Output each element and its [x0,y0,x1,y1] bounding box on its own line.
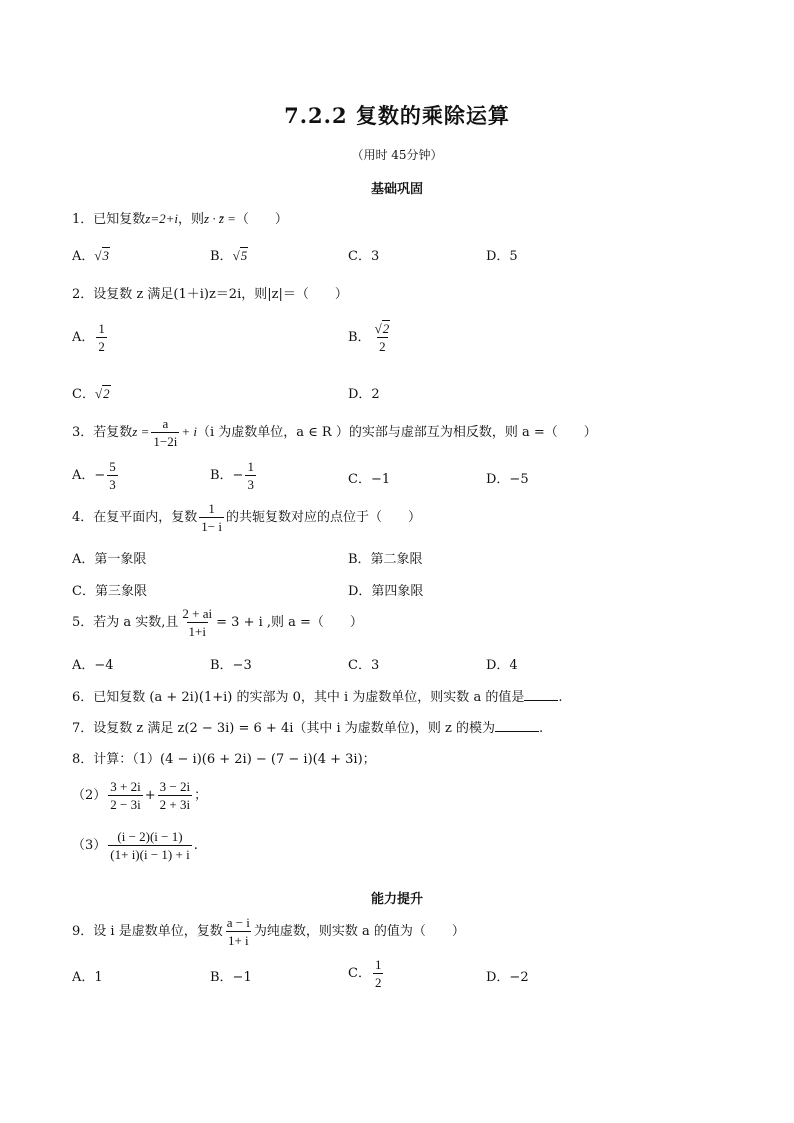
q2-b-rad: 2 [382,321,390,336]
q5-pre: 5．若为 a 实数,且 [72,615,179,630]
q3-b-den: 3 [247,477,254,492]
q9-post: 为纯虚数，则实数 a 的值为（ ） [253,924,465,939]
q9-num: a − i [226,915,250,930]
q6-answer-blank[interactable] [524,689,558,701]
q1-expr: z · z̄ = [204,211,236,226]
q9-option-d[interactable]: D．−2 [486,970,529,985]
q8-p3-end: . [193,838,198,853]
q8-p2-frac1 [108,778,142,813]
question-8: 8．计算：（1）(4 − i)(6 + 2i) − (7 − i)(4 + 3i)； [72,752,376,767]
q9-option-c[interactable] [348,956,385,991]
q4-frac [199,500,224,535]
q2-a-label: A． [72,330,95,345]
q8-p3-num: (i − 2)(i − 1) [117,829,183,844]
q1-a-rad: 3 [102,248,110,263]
q1-option-a[interactable] [72,245,110,264]
q9-frac [225,914,252,949]
q8-p2-plus: + [144,788,156,803]
section-advanced: 能力提升 [370,892,423,907]
q9-pre: 9．设 i 是虚数单位，复数 [72,924,223,939]
q1-a-label: A． [72,249,95,264]
q2-c-sqrt: √2 [94,386,110,401]
page-title: 7.2.2 复数的乘除运算 [284,103,510,128]
q4-option-d[interactable]: D．第四象限 [348,584,424,599]
q5-option-c[interactable]: C．3 [348,658,380,673]
q1-text: 1．已知复数 [72,212,146,227]
q3-a-label: A．− [72,468,106,483]
q8-p3-label: （3） [72,838,107,853]
q1-text2: ，则 [178,212,205,227]
q8-p2-num2: 3 − 2i [159,779,191,794]
q1-b-label: B． [210,249,233,264]
question-1 [72,208,288,227]
time-note: （用时 45分钟） [351,148,443,162]
q7-text: 7．设复数 z 满足 z(2 − 3i) = 6 + 4i（其中 i 为虚数单位)，则 z 的模为 [72,721,495,736]
q3-option-b[interactable] [210,458,258,493]
q2-c-rad: 2 [103,386,110,401]
q5-option-d[interactable]: D．4 [486,658,518,673]
q1-a-sqrt: √3 [94,248,110,263]
q9-c-frac [373,956,384,991]
q9-c-label: C． [348,966,371,981]
q3-b-num: 1 [247,459,254,474]
q3-option-d[interactable]: D．−5 [486,472,529,487]
q4-option-a[interactable]: A．第一象限 [72,552,147,567]
q4-option-c[interactable]: C．第三象限 [72,584,147,599]
question-6 [72,686,562,705]
q5-frac [180,605,214,640]
q8-p3-den: (1+ i)(i − 1) + i [110,847,190,862]
q3-pre: 3．若复数 [72,425,133,440]
q2-c-label: C． [72,387,95,402]
q1-option-d[interactable]: D．5 [486,249,518,264]
q5-option-a[interactable]: A．−4 [72,658,114,673]
q4-den: 1− i [201,519,222,534]
q2-b-label: B． [348,330,371,345]
q7-answer-blank[interactable] [495,720,539,732]
q1-z: z=2+i [145,211,178,226]
q2-a-den: 2 [98,339,105,354]
q2-option-b[interactable] [348,320,394,355]
q3-a-frac [107,458,118,493]
q9-option-a[interactable]: A．1 [72,970,103,985]
q3-frac [151,415,179,450]
question-3 [72,415,597,450]
q8-p2-num1: 3 + 2i [110,779,141,794]
q8-p2-den2: 2 + 3i [159,797,191,812]
question-4 [72,500,421,535]
q8-p2-label: （2） [72,788,107,803]
q2-b-sqrt: √2 [374,321,390,336]
q1-option-b[interactable] [210,245,248,264]
q3-b-frac [245,458,256,493]
question-2: 2．设复数 z 满足(1＋i)z＝2i，则|z|＝（ ） [72,287,348,302]
section-basic: 基础巩固 [370,182,423,197]
q2-a-frac [96,320,107,355]
q3-option-c[interactable]: C．−1 [348,472,391,487]
question-7 [72,717,543,736]
q6-text: 6．已知复数 (a + 2i)(1+i) 的实部为 0，其中 i 为虚数单位，则实数 a 的值是 [72,690,525,705]
q1-paren: （ ） [235,212,288,227]
q8-p2-den1: 2 − 3i [110,797,141,812]
q9-option-b[interactable]: B．−1 [210,970,252,985]
q7-end: . [539,721,544,736]
q9-c-num: 1 [374,957,382,972]
q2-option-c[interactable] [72,383,111,402]
q8-p3-frac [108,828,191,863]
q3-lhs: z = [132,424,150,439]
q5-post: = 3 + i ,则 a =（ ） [216,615,363,630]
q2-option-a[interactable] [72,320,109,355]
q9-c-den: 2 [374,975,382,990]
q8-part-3 [72,828,198,863]
q3-post: （i 为虚数单位，a ∈ R ）的实部与虚部互为相反数，则 a =（ ） [196,425,597,440]
q5-option-b[interactable]: B．−3 [210,658,252,673]
q5-num: 2 + ai [182,606,213,621]
question-5 [72,605,363,640]
q3-a-den: 3 [109,477,116,492]
q4-pre: 4．在复平面内，复数 [72,510,198,525]
q3-num: a [162,416,169,431]
q8-p2-end: ； [194,788,208,803]
q1-b-rad: 5 [240,248,248,263]
q1-option-c[interactable]: C．3 [348,249,380,264]
q3-den: 1−2i [153,434,178,449]
q2-b-den: 2 [379,339,386,354]
q3-a-num: 5 [109,459,116,474]
q3-option-a[interactable] [72,458,120,493]
question-9 [72,914,465,949]
q2-b-frac [373,320,393,355]
q1-b-sqrt: √5 [232,248,248,263]
q5-den: 1+i [188,624,206,639]
q6-end: . [558,690,563,705]
q2-option-d[interactable]: D．2 [348,387,380,402]
q8-part-2 [72,778,207,813]
q4-num: 1 [208,501,215,516]
q3-plus: + i [181,424,197,439]
q9-den: 1+ i [227,933,249,948]
q2-a-num: 1 [98,321,105,336]
q3-b-label: B．− [210,468,244,483]
q4-post: 的共轭复数对应的点位于（ ） [225,510,421,525]
q4-option-b[interactable]: B．第二象限 [348,552,423,567]
q8-p2-frac2 [158,778,192,813]
